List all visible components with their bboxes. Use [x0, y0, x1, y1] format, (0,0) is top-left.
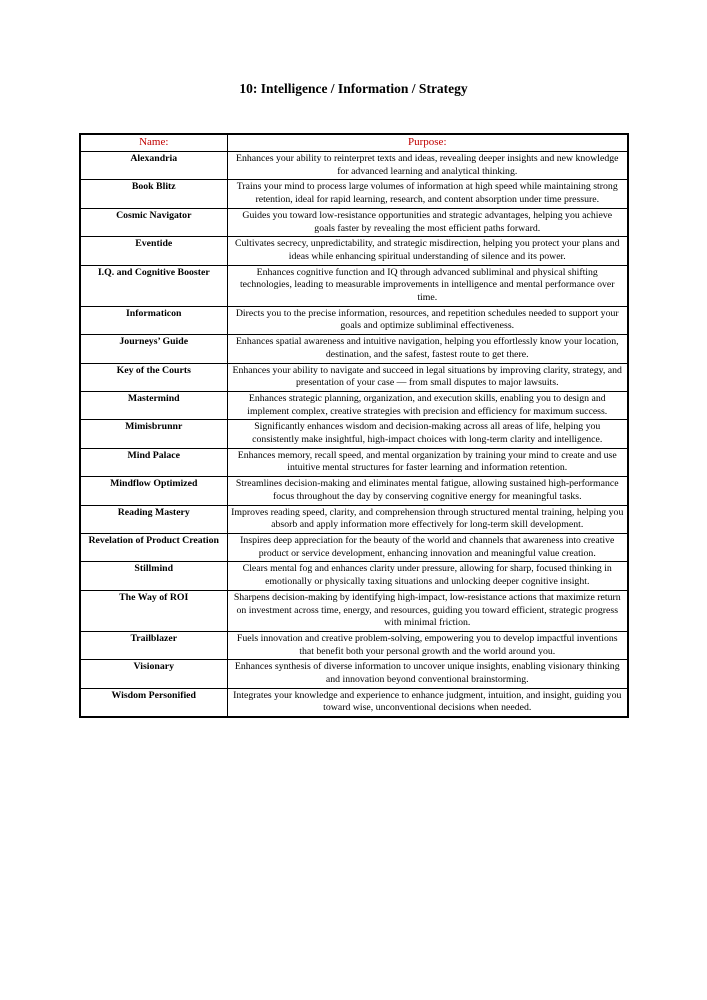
table-row	[80, 237, 628, 265]
ability-purpose-cell: Enhances cognitive function and IQ through advanced subliminal and physical shifting technologies, leading to measurable improvements in intelligence and mental performance over time.	[228, 265, 628, 306]
ability-purpose-cell: Improves reading speed, clarity, and comprehension through structured mental training, helping you absorb and apply information more effectively for long-term skill development.	[228, 505, 628, 533]
table-row	[80, 631, 628, 659]
table-row	[80, 265, 628, 306]
ability-name-cell: Book Blitz	[80, 180, 228, 208]
ability-name-cell: I.Q. and Cognitive Booster	[80, 265, 228, 306]
table-row	[80, 533, 628, 561]
ability-purpose-cell: Enhances spatial awareness and intuitive navigation, helping you effortlessly know your location, destination, and the safest, fastest route to get there.	[228, 335, 628, 363]
table-row	[80, 363, 628, 391]
ability-name-cell: Wisdom Personified	[80, 688, 228, 717]
ability-name-cell: Visionary	[80, 660, 228, 688]
ability-purpose-cell: Directs you to the precise information, resources, and repetition schedules needed to support your goals and optimize subliminal effectiveness.	[228, 306, 628, 334]
table-row	[80, 208, 628, 236]
table-row	[80, 660, 628, 688]
ability-name-cell: Alexandria	[80, 152, 228, 180]
abilities-table	[79, 133, 629, 718]
ability-purpose-cell: Significantly enhances wisdom and decision-making across all areas of life, helping you consistently make insightful, high-impact choices with long-term clarity and intelligence.	[228, 420, 628, 448]
ability-purpose-cell: Enhances your ability to reinterpret texts and ideas, revealing deeper insights and new knowledge for advanced learning and analytical thinking.	[228, 152, 628, 180]
table-row	[80, 562, 628, 590]
ability-name-cell: Cosmic Navigator	[80, 208, 228, 236]
ability-purpose-cell: Fuels innovation and creative problem-solving, empowering you to develop impactful inventions that benefit both your personal growth and the world around you.	[228, 631, 628, 659]
ability-name-cell: Mindflow Optimized	[80, 477, 228, 505]
ability-purpose-cell: Sharpens decision-making by identifying high-impact, low-resistance actions that maximize return on investment across time, energy, and resources, guiding you toward efficient, strategic progress with minimal friction.	[228, 590, 628, 631]
table-header	[80, 134, 628, 152]
table-row	[80, 335, 628, 363]
ability-name-cell: Reading Mastery	[80, 505, 228, 533]
table-row	[80, 180, 628, 208]
ability-name-cell: Mimisbrunnr	[80, 420, 228, 448]
ability-purpose-cell: Cultivates secrecy, unpredictability, and strategic misdirection, helping you protect your plans and ideas while enhancing spiritual understanding of silence and its power.	[228, 237, 628, 265]
name-column-header: Name:	[80, 134, 228, 152]
ability-purpose-cell: Enhances your ability to navigate and succeed in legal situations by improving clarity, strategy, and presentation of your case — from small disputes to major lawsuits.	[228, 363, 628, 391]
ability-purpose-cell: Enhances memory, recall speed, and mental organization by training your mind to create and use intuitive mental structures for faster learning and information retention.	[228, 448, 628, 476]
table-row	[80, 420, 628, 448]
ability-name-cell: Key of the Courts	[80, 363, 228, 391]
table-row	[80, 477, 628, 505]
ability-name-cell: Mind Palace	[80, 448, 228, 476]
purpose-column-header: Purpose:	[228, 134, 628, 152]
ability-purpose-cell: Enhances synthesis of diverse information to uncover unique insights, enabling visionary thinking and innovation beyond conventional brainstorming.	[228, 660, 628, 688]
ability-name-cell: Journeys’ Guide	[80, 335, 228, 363]
table-header-row	[80, 134, 628, 152]
ability-name-cell: Eventide	[80, 237, 228, 265]
table-row	[80, 505, 628, 533]
ability-purpose-cell: Trains your mind to process large volumes of information at high speed while maintaining strong retention, ideal for rapid learning, research, and content absorption under time pressure.	[228, 180, 628, 208]
table-row	[80, 306, 628, 334]
ability-name-cell: Revelation of Product Creation	[80, 533, 228, 561]
ability-name-cell: Stillmind	[80, 562, 228, 590]
table-row	[80, 448, 628, 476]
table-body	[80, 152, 628, 718]
ability-purpose-cell: Integrates your knowledge and experience to enhance judgment, intuition, and insight, guiding you toward wise, unconventional decisions when needed.	[228, 688, 628, 717]
ability-name-cell: Trailblazer	[80, 631, 228, 659]
ability-purpose-cell: Streamlines decision-making and eliminates mental fatigue, allowing sustained high-performance focus throughout the day by conserving cognitive energy for meaningful tasks.	[228, 477, 628, 505]
ability-name-cell: Mastermind	[80, 391, 228, 419]
table-row	[80, 152, 628, 180]
ability-purpose-cell: Enhances strategic planning, organization, and execution skills, enabling you to design and implement complex, creative strategies with precision and efficiency for maximum success.	[228, 391, 628, 419]
ability-purpose-cell: Clears mental fog and enhances clarity under pressure, allowing for sharp, focused thinking in emotionally or physically taxing situations and unlocking deeper cognitive insight.	[228, 562, 628, 590]
table-row	[80, 391, 628, 419]
table-row	[80, 590, 628, 631]
ability-purpose-cell: Inspires deep appreciation for the beauty of the world and channels that awareness into creative product or service development, enhancing innovation and meaningful value creation.	[228, 533, 628, 561]
table-row	[80, 688, 628, 717]
page-title: 10: Intelligence / Information / Strategy	[239, 81, 468, 96]
ability-purpose-cell: Guides you toward low-resistance opportunities and strategic advantages, helping you achieve goals faster by revealing the most efficient paths forward.	[228, 208, 628, 236]
ability-name-cell: Informaticon	[80, 306, 228, 334]
ability-name-cell: The Way of ROI	[80, 590, 228, 631]
